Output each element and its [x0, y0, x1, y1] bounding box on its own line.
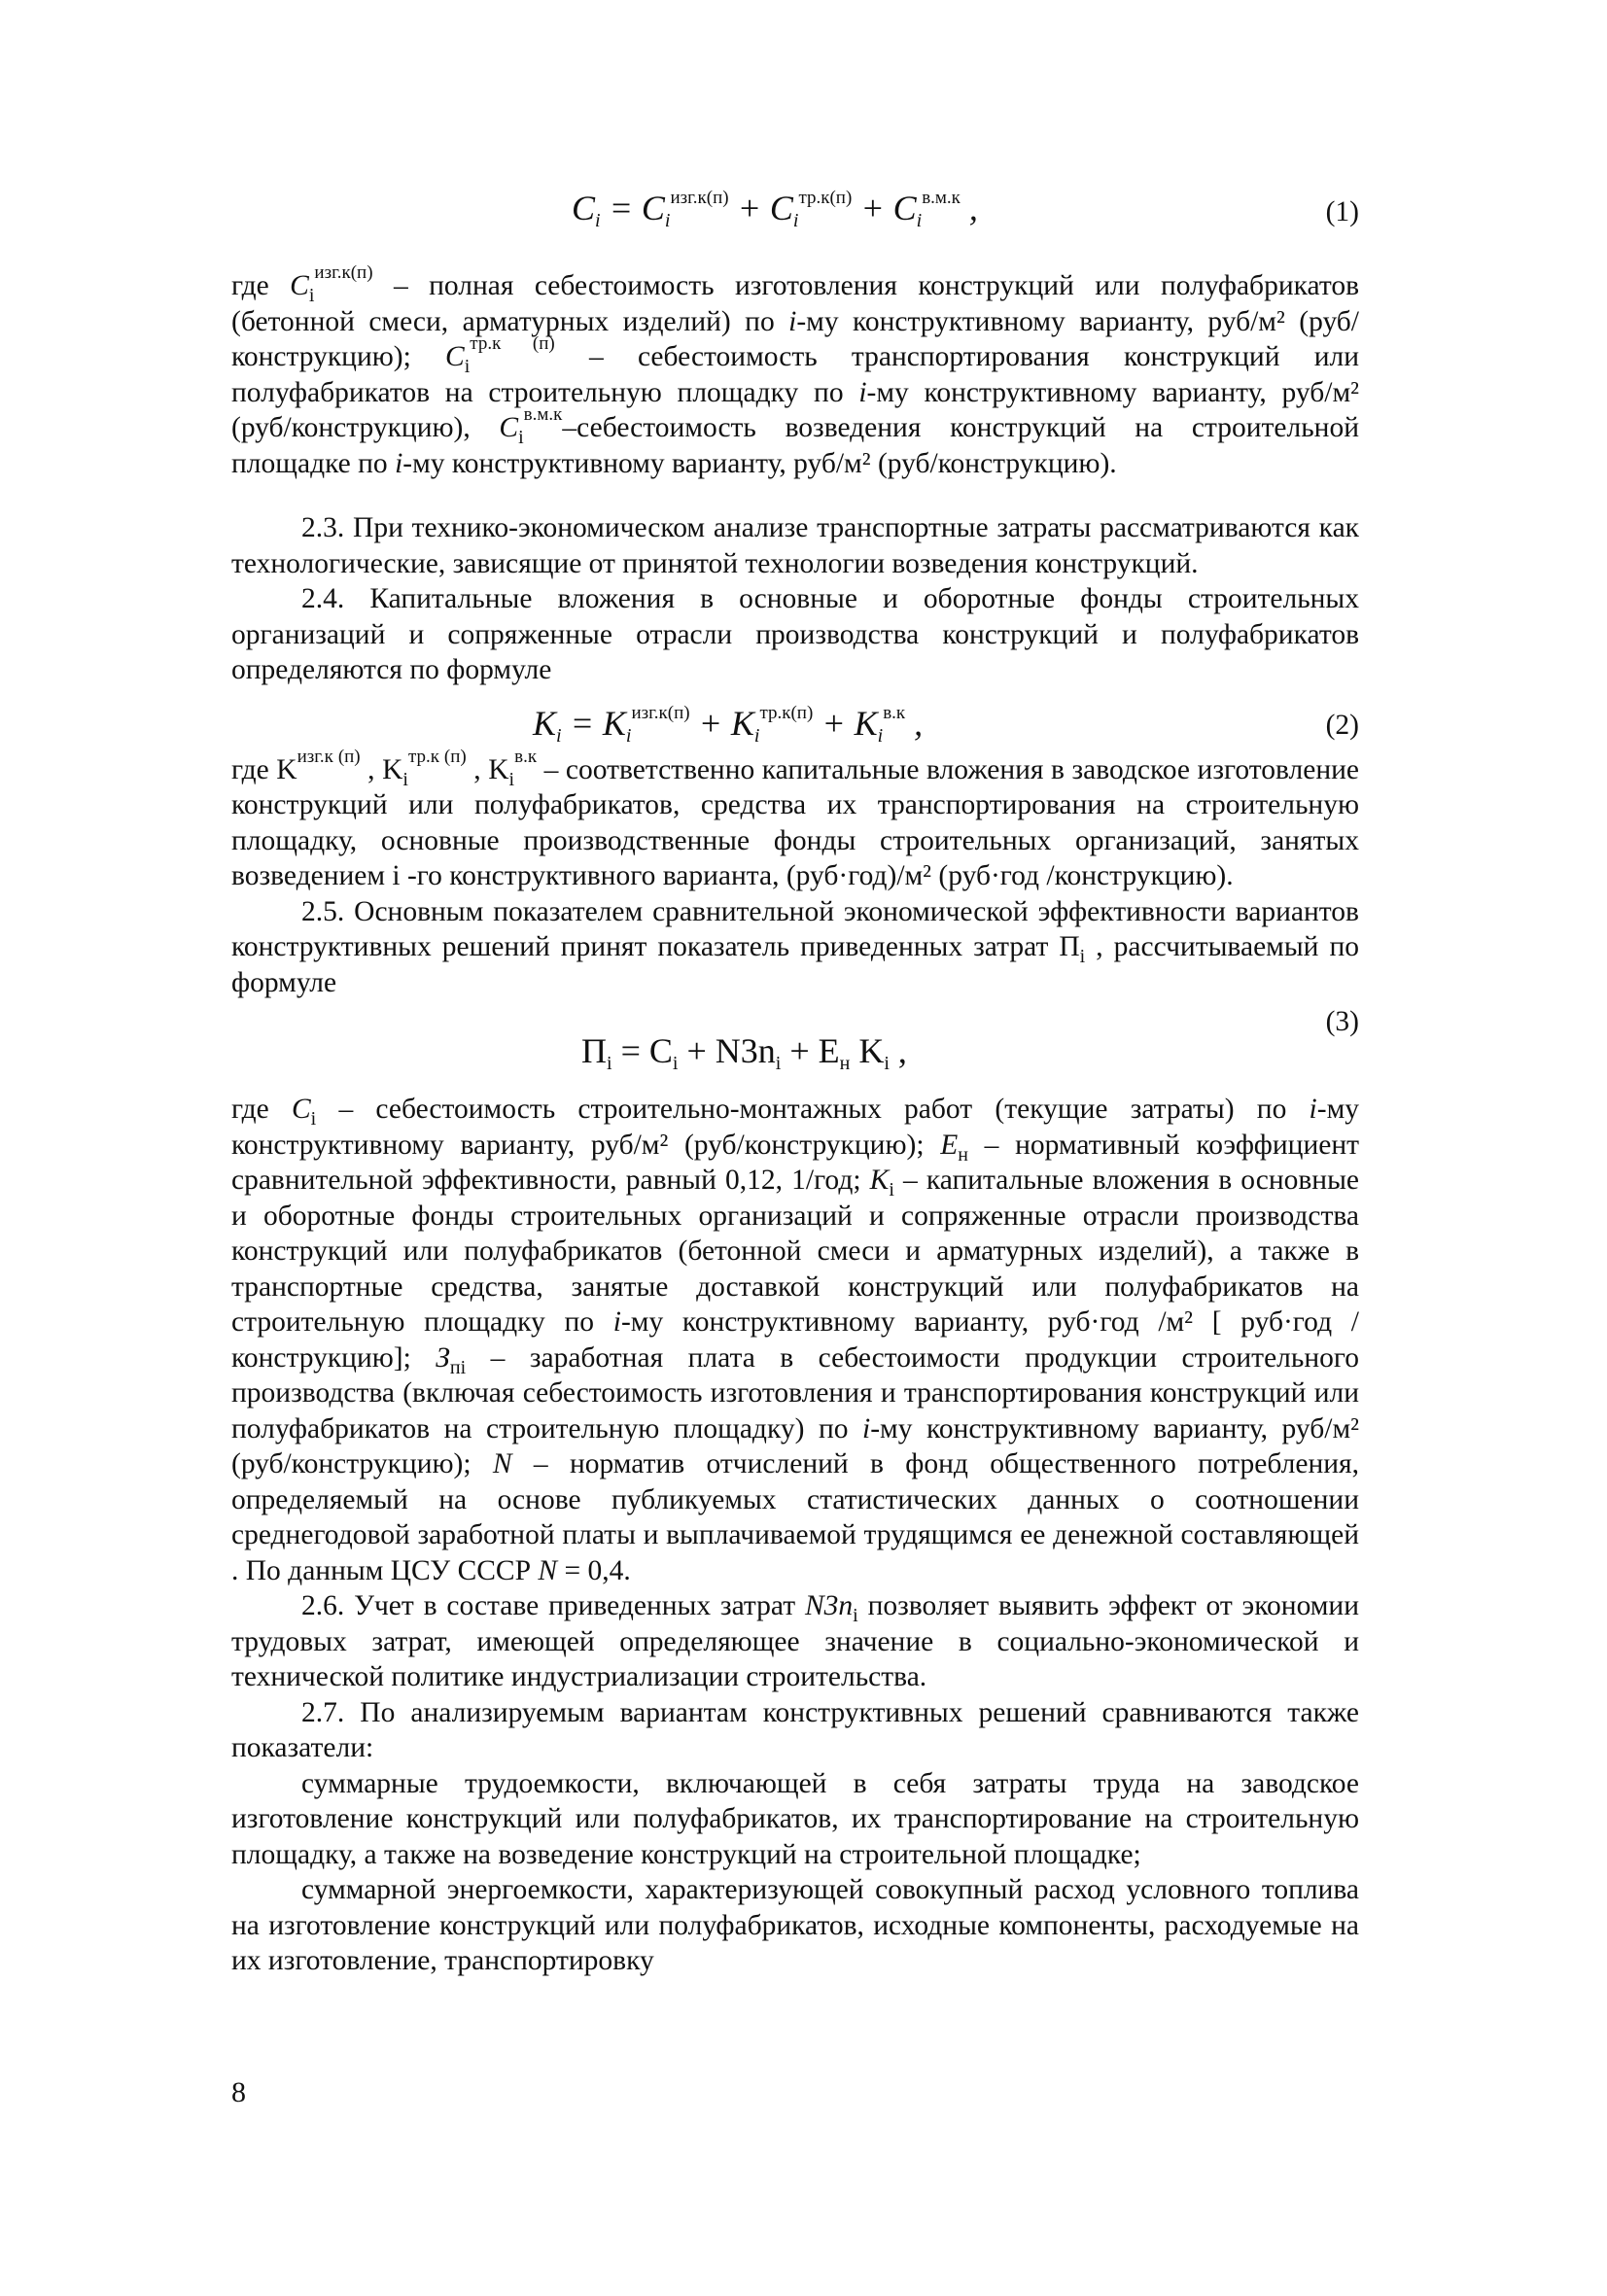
formula-3-expression: $П_i = C_i + N3n_i + E_н$ $K_i$ ,: [581, 1031, 907, 1074]
document-page: [231, 165, 1359, 1979]
formula-2-expression: $K_i = K_i^{изг.к(п)} + K_i^{тр.к(п)} + K_i^{в.к}$ ,: [533, 702, 924, 747]
page-number: 8: [231, 2076, 246, 2108]
paragraph-2-3: 2.3. При технико-экономическом анализе транспортные затраты рассматриваются как технологические, зависящие от принятой технологии возведения конструкций.: [231, 512, 1359, 579]
formula-3-number: (3): [1325, 1006, 1359, 1037]
formula-3-definitions: где $C_i$ – себестоимость строительно-монтажных работ (текущие затраты) по i-му конструктивному варианту, руб/м² (руб/конструкцию); $E_н$ – нормативный коэффициент сравнительной эффективности, равный 0,12, 1/год; $K_i$ – капитальные вложения в основные и оборотные фонды строительных организаций и сопряженные отрасли производства конструкций или полуфабрикатов (бетонной смеси и арматурных изделий), а также в транспортные средства, занятые доставкой конструкций или полуфабрикатов на строительную площадку по i-му конструктивному варианту, руб·год /м² [ руб·год /конструкцию]; $З_{пi}$ – заработная плата в себестоимости продукции строительного производства (включая себестоимость изготовления и транспортирования конструкций или полуфабрикатов на строительную площадку) по i-му конструктивному варианту, руб/м² (руб/конструкцию); N – норматив отчислений в фонд общественного потребления, определяемый на основе публикуемых статистических данных о соотношении среднегодовой заработной платы и выплачиваемой трудящимся ее денежной составляющей . По данным ЦСУ СССР N = 0,4.: [231, 1094, 1360, 1586]
paragraph-2-6: 2.6. Учет в составе приведенных затрат $N3n_i$ позволяет выявить эффект от экономии трудовых затрат, имеющей определяющее значение в социально-экономической и технической политике индустриализации строительства.: [231, 1590, 1360, 1692]
formula-3: [231, 1000, 1359, 1078]
paragraph-2-5: 2.5. Основным показателем сравнительной экономической эффективности вариантов конструктивных решений принят показатель приведенных затрат $П_i$ , рассчитываемый по формуле: [231, 895, 1359, 998]
paragraph-2-7: 2.7. По анализируемым вариантам конструктивных решений сравниваются также показатели:: [231, 1696, 1359, 1763]
formula-2-definitions: где $K^{изг.к (п)}$ , $K_i^{тр.к (п)}$ , $K_i^{в.к}$ – соответственно капитальные вложения в заводское изготовление конструкций или полуфабрикатов, средства их транспортирования на строительную площадку, основные производственные фонды строительных организаций, занятых возведением i -го конструктивного варианта, (руб·год)/м² (руб·год /конструкцию).: [231, 746, 1359, 891]
paragraph-2-7-labor-intensity: суммарные трудоемкости, включающей в себя затраты труда на заводское изготовление конструкций или полуфабрикатов, их транспортирование на строительную площадку, а также на возведение конструкций на строительной площадке;: [231, 1767, 1359, 1870]
formula-1-number: (1): [1325, 196, 1359, 227]
formula-2: [231, 688, 1359, 752]
formula-1-definitions: где $C_i^{изг.к(п)}$ – полная себестоимость изготовления конструкций или полуфабрикатов (бетонной смеси, арматурных изделий) по i-му конструктивному варианту, руб/м² (руб/конструкцию); $C_i^{тр.к (п)}$ – себестоимость транспортирования конструкций или полуфабрикатов на строительную площадку по i-му конструктивному варианту, руб/м² (руб/конструкцию), $C_i^{в.м.к}$–себестоимость возведения конструкций на строительной площадке по i-му конструктивному варианту, руб/м² (руб/конструкцию).: [231, 261, 1360, 479]
formula-1: [231, 165, 1359, 239]
formula-1-expression: $C_i = C_i^{изг.к(п)} + C_i^{тр.к(п)} + C_i^{в.м.к}$ ,: [572, 187, 978, 231]
formula-2-number: (2): [1325, 709, 1359, 741]
paragraph-2-7-energy-intensity: суммарной энергоемкости, характеризующей совокупный расход условного топлива на изготовление конструкций или полуфабрикатов, исходные компоненты, расходуемые на их изготовление, транспортировку: [231, 1874, 1359, 1976]
paragraph-2-4: 2.4. Капитальные вложения в основные и оборотные фонды строительных организаций и сопряженные отрасли производства конструкций и полуфабрикатов определяются по формуле: [231, 583, 1359, 685]
